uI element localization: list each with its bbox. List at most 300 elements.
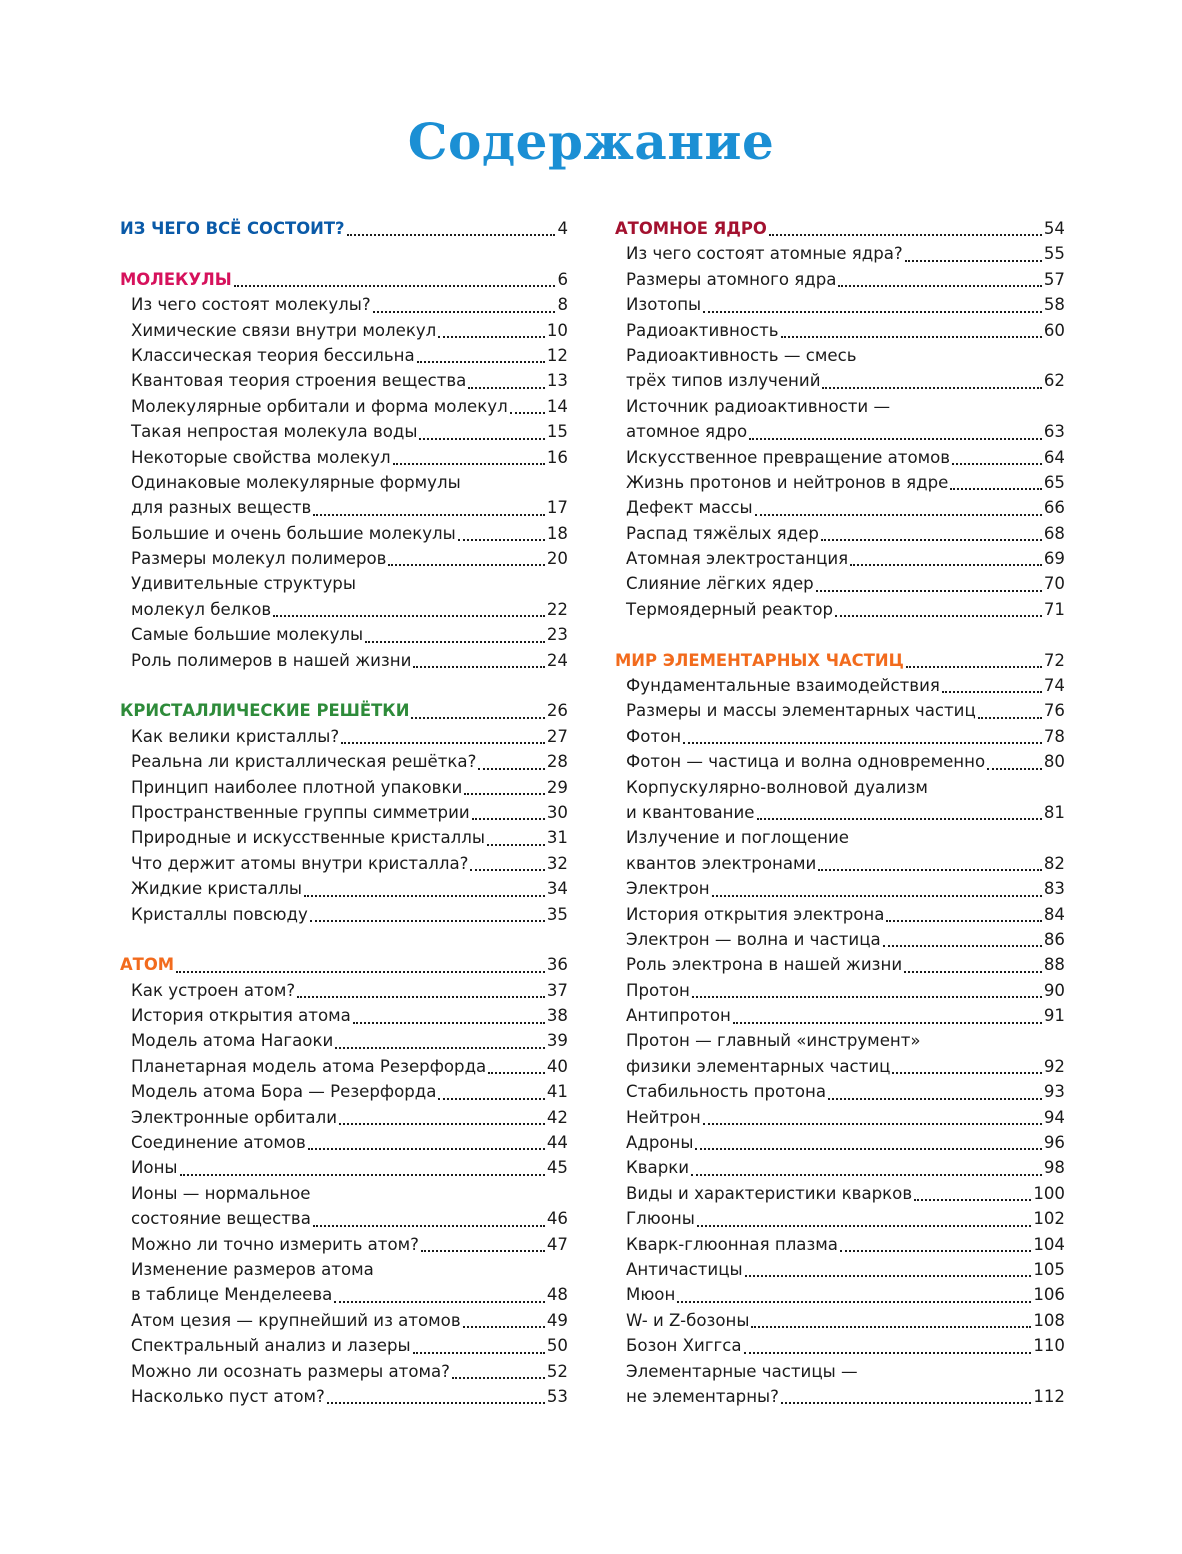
toc-page-number: 18 — [546, 523, 568, 543]
toc-dot-leader — [438, 1098, 544, 1100]
toc-entry[interactable] — [615, 825, 1065, 850]
toc-dot-leader — [850, 564, 1042, 566]
toc-page-number: 27 — [546, 726, 568, 746]
toc-entry-title: Удивительные структуры — [131, 574, 356, 594]
toc-entry[interactable] — [615, 800, 1065, 825]
toc-dot-leader — [297, 996, 545, 998]
toc-dot-leader — [421, 1250, 545, 1252]
toc-entry[interactable] — [120, 1282, 568, 1307]
toc-entry-title: Изменение размеров атома — [131, 1260, 374, 1279]
toc-entry-title: Молекулярные орбитали и форма молекул — [131, 396, 508, 416]
toc-dot-leader — [464, 793, 545, 795]
toc-entry-title: Размеры молекул полимеров — [131, 549, 387, 569]
toc-page-number: 16 — [546, 447, 568, 467]
toc-dot-leader — [683, 742, 1042, 744]
toc-entry[interactable] — [615, 1029, 1065, 1054]
toc-page-number: 50 — [546, 1336, 568, 1356]
toc-entry[interactable] — [120, 597, 568, 622]
toc-page-number: 91 — [1043, 1006, 1065, 1026]
toc-gap — [120, 673, 568, 698]
toc-dot-leader — [755, 514, 1042, 516]
toc-dot-leader — [417, 361, 545, 363]
toc-entry[interactable] — [615, 1206, 1065, 1231]
toc-dot-leader — [692, 996, 1042, 998]
toc-entry-title: АТОМНОЕ ЯДРО — [615, 218, 767, 238]
toc-entry-title: Распад тяжёлых ядер — [626, 523, 819, 543]
toc-entry[interactable] — [615, 368, 1065, 393]
toc-page-number: 81 — [1043, 802, 1065, 822]
toc-dot-leader — [744, 1352, 1032, 1354]
toc-page-number: 80 — [1043, 752, 1065, 772]
toc-dot-leader — [353, 1022, 545, 1024]
toc-dot-leader — [942, 691, 1042, 693]
toc-entry[interactable] — [120, 876, 568, 901]
toc-entry-title: Кристаллы повсюду — [131, 904, 308, 924]
toc-entry-title: Такая непростая молекула воды — [131, 422, 418, 442]
toc-entry-title: Размеры атомного ядра — [626, 269, 837, 289]
toc-page-number: 94 — [1043, 1107, 1065, 1127]
toc-entry-title: Пространственные группы симметрии — [131, 802, 470, 822]
toc-entry[interactable] — [120, 622, 568, 647]
toc-entry-title: Одинаковые молекулярные формулы — [131, 472, 461, 492]
toc-entry-title: Радиоактивность — смесь — [626, 345, 857, 365]
toc-entry-title: Фотон — частица и волна одновременно — [626, 752, 986, 772]
toc-section-heading[interactable] — [120, 216, 568, 241]
toc-entry-title: Электрон — волна и частица — [626, 929, 881, 949]
toc-entry[interactable] — [120, 775, 568, 800]
toc-entry[interactable] — [615, 927, 1065, 952]
toc-entry[interactable] — [120, 445, 568, 470]
toc-entry-title: Квантовая теория строения вещества — [131, 371, 467, 391]
toc-dot-leader — [452, 1377, 545, 1379]
toc-page-number: 82 — [1043, 853, 1065, 873]
toc-entry[interactable] — [120, 495, 568, 520]
toc-entry[interactable] — [120, 749, 568, 774]
toc-entry[interactable] — [120, 1181, 568, 1206]
toc-entry-title: Классическая теория бессильна — [131, 345, 415, 365]
toc-entry[interactable] — [615, 724, 1065, 749]
toc-dot-leader — [472, 818, 545, 820]
toc-page-number: 57 — [1043, 269, 1065, 289]
toc-dot-leader — [419, 438, 544, 440]
toc-section-heading[interactable] — [615, 216, 1065, 241]
toc-entry-title: История открытия электрона — [626, 904, 885, 924]
toc-entry-title: Ионы — нормальное — [131, 1183, 311, 1203]
toc-entry[interactable] — [120, 978, 568, 1003]
toc-page-number: 71 — [1043, 599, 1065, 619]
toc-page-number: 31 — [546, 828, 568, 848]
toc-dot-leader — [347, 234, 556, 236]
toc-entry-title: Ионы — [131, 1158, 178, 1178]
toc-page-number: 28 — [546, 752, 568, 772]
toc-entry[interactable] — [615, 1155, 1065, 1180]
toc-page-number: 17 — [546, 498, 568, 518]
toc-entry-title: История открытия атома — [131, 1006, 351, 1026]
toc-entry-title: Природные и искусственные кристаллы — [131, 828, 485, 848]
toc-entry-title: Кварк-глюонная плазма — [626, 1234, 838, 1254]
toc-entry-title: Электронные орбитали — [131, 1107, 337, 1127]
toc-entry[interactable] — [120, 724, 568, 749]
toc-entry[interactable] — [120, 343, 568, 368]
toc-entry[interactable] — [120, 368, 568, 393]
toc-page-number: 49 — [546, 1310, 568, 1330]
toc-entry[interactable] — [120, 1384, 568, 1409]
toc-page-number: 64 — [1043, 447, 1065, 467]
toc-dot-leader — [304, 895, 545, 897]
toc-entry[interactable] — [615, 445, 1065, 470]
toc-dot-leader — [978, 717, 1042, 719]
toc-page-number: 46 — [546, 1209, 568, 1229]
toc-entry-title: Как устроен атом? — [131, 980, 296, 1000]
toc-section-heading[interactable] — [120, 952, 568, 977]
toc-entry[interactable] — [615, 1003, 1065, 1028]
toc-entry[interactable] — [615, 521, 1065, 546]
toc-entry[interactable] — [120, 546, 568, 571]
toc-page-number: 112 — [1033, 1386, 1065, 1406]
toc-entry[interactable] — [615, 292, 1065, 317]
toc-dot-leader — [904, 971, 1042, 973]
toc-dot-leader — [906, 666, 1042, 668]
toc-entry-title: ИЗ ЧЕГО ВСЁ СОСТОИТ? — [120, 218, 345, 238]
toc-dot-leader — [892, 1072, 1041, 1074]
toc-entry-title: МОЛЕКУЛЫ — [120, 269, 232, 289]
toc-entry-title: Модель атома Бора — Резерфорда — [131, 1082, 437, 1102]
toc-entry[interactable] — [120, 1079, 568, 1104]
toc-entry-title: Электрон — [626, 879, 710, 899]
toc-section-heading[interactable] — [615, 648, 1065, 673]
toc-entry-title: Роль электрона в нашей жизни — [626, 955, 903, 975]
toc-page-number: 86 — [1043, 929, 1065, 949]
toc-entry[interactable] — [615, 1359, 1065, 1384]
toc-entry[interactable] — [120, 1333, 568, 1358]
toc-page-number: 105 — [1033, 1260, 1065, 1279]
toc-page-number: 100 — [1033, 1183, 1065, 1203]
toc-page-number: 8 — [557, 295, 568, 315]
toc-entry-title: состояние вещества — [131, 1209, 311, 1229]
toc-entry[interactable] — [120, 902, 568, 927]
toc-dot-leader — [273, 615, 545, 617]
toc-entry[interactable] — [120, 1308, 568, 1333]
toc-page-number: 42 — [546, 1107, 568, 1127]
toc-page-number: 110 — [1033, 1336, 1065, 1356]
toc-entry-title: Планетарная модель атома Резерфорда — [131, 1056, 487, 1076]
toc-page-number: 96 — [1043, 1133, 1065, 1153]
toc-entry-title: Соединение атомов — [131, 1133, 306, 1153]
toc-entry[interactable] — [120, 1003, 568, 1028]
toc-entry[interactable] — [120, 1359, 568, 1384]
toc-entry[interactable] — [615, 419, 1065, 444]
toc-entry-title: Мюон — [626, 1285, 676, 1305]
toc-entry[interactable] — [615, 749, 1065, 774]
toc-section-heading[interactable] — [120, 267, 568, 292]
toc-page-number: 84 — [1043, 904, 1065, 924]
toc-dot-leader — [712, 895, 1042, 897]
toc-entry-title: не элементарны? — [626, 1386, 779, 1406]
toc-dot-leader — [468, 387, 545, 389]
toc-entry[interactable] — [615, 1257, 1065, 1282]
toc-entry[interactable] — [120, 648, 568, 673]
toc-entry[interactable] — [615, 241, 1065, 266]
toc-dot-leader — [822, 387, 1041, 389]
toc-entry[interactable] — [615, 267, 1065, 292]
toc-entry[interactable] — [120, 1232, 568, 1257]
toc-page-number: 44 — [546, 1133, 568, 1153]
toc-entry[interactable] — [120, 1054, 568, 1079]
toc-dot-leader — [914, 1199, 1031, 1201]
toc-page-number: 60 — [1043, 320, 1065, 340]
toc-entry[interactable] — [615, 876, 1065, 901]
toc-page-number: 35 — [546, 904, 568, 924]
toc-entry-title: Модель атома Нагаоки — [131, 1031, 334, 1051]
toc-dot-leader — [313, 1225, 545, 1227]
toc-page-number: 58 — [1043, 295, 1065, 315]
toc-section-heading[interactable] — [120, 698, 568, 723]
toc-entry[interactable] — [615, 775, 1065, 800]
toc-entry-title: молекул белков — [131, 599, 272, 619]
toc-page-number: 83 — [1043, 879, 1065, 899]
toc-column-right — [615, 216, 1065, 1409]
toc-page-number: 76 — [1043, 701, 1065, 721]
toc-page-number: 62 — [1043, 371, 1065, 391]
toc-dot-leader — [438, 336, 545, 338]
toc-entry-title: Принцип наиболее плотной упаковки — [131, 777, 463, 797]
toc-page-number: 10 — [546, 320, 568, 340]
toc-dot-leader — [341, 742, 545, 744]
toc-page-number: 26 — [546, 701, 568, 721]
toc-entry[interactable] — [120, 292, 568, 317]
toc-page-number: 23 — [546, 625, 568, 645]
toc-dot-leader — [487, 844, 545, 846]
toc-page-number: 22 — [546, 599, 568, 619]
toc-dot-leader — [308, 1148, 545, 1150]
toc-entry[interactable] — [615, 1232, 1065, 1257]
toc-dot-leader — [838, 285, 1041, 287]
toc-entry[interactable] — [615, 470, 1065, 495]
toc-entry-title: Источник радиоактивности — — [626, 396, 891, 416]
toc-entry[interactable] — [615, 343, 1065, 368]
toc-dot-leader — [234, 285, 556, 287]
toc-gap — [615, 622, 1065, 647]
toc-dot-leader — [458, 539, 545, 541]
toc-page-number: 37 — [546, 980, 568, 1000]
toc-page-number: 20 — [546, 549, 568, 569]
toc-entry[interactable] — [615, 394, 1065, 419]
toc-entry-title: Как велики кристаллы? — [131, 726, 340, 746]
toc-dot-leader — [310, 920, 545, 922]
toc-entry-title: Протон — главный «инструмент» — [626, 1031, 921, 1051]
toc-page-number: 55 — [1043, 244, 1065, 264]
toc-entry-title: атомное ядро — [626, 422, 748, 442]
toc-entry[interactable] — [615, 1079, 1065, 1104]
toc-entry[interactable] — [120, 800, 568, 825]
toc-entry[interactable] — [615, 1130, 1065, 1155]
toc-entry[interactable] — [120, 1206, 568, 1231]
toc-page-number: 65 — [1043, 472, 1065, 492]
toc-dot-leader — [180, 1174, 545, 1176]
toc-entry[interactable] — [615, 978, 1065, 1003]
toc-entry-title: Что держит атомы внутри кристалла? — [131, 853, 469, 873]
toc-entry[interactable] — [615, 1333, 1065, 1358]
toc-dot-leader — [816, 590, 1042, 592]
toc-entry-title: АТОМ — [120, 955, 175, 975]
toc-entry[interactable] — [120, 1155, 568, 1180]
toc-entry[interactable] — [120, 851, 568, 876]
toc-dot-leader — [488, 1072, 545, 1074]
toc-entry-title: Кварки — [626, 1158, 690, 1178]
toc-page-number: 72 — [1043, 650, 1065, 670]
toc-dot-leader — [757, 818, 1042, 820]
toc-dot-leader — [470, 869, 544, 871]
toc-page-number: 39 — [546, 1031, 568, 1051]
toc-entry-title: Химические связи внутри молекул — [131, 320, 437, 340]
toc-dot-leader — [769, 234, 1042, 236]
toc-entry-title: Нейтрон — [626, 1107, 701, 1127]
toc-dot-leader — [818, 869, 1042, 871]
toc-page-number: 98 — [1043, 1158, 1065, 1178]
toc-entry-title: МИР ЭЛЕМЕНТАРНЫХ ЧАСТИЦ — [615, 650, 904, 670]
toc-entry[interactable] — [120, 470, 568, 495]
toc-gap — [120, 927, 568, 952]
toc-entry[interactable] — [120, 1105, 568, 1130]
toc-entry-title: Бозон Хиггса — [626, 1336, 742, 1356]
toc-entry-title: Жизнь протонов и нейтронов в ядре — [626, 472, 949, 492]
toc-entry[interactable] — [615, 495, 1065, 520]
toc-entry[interactable] — [120, 419, 568, 444]
toc-entry-title: Адроны — [626, 1133, 694, 1153]
toc-dot-leader — [677, 1301, 1031, 1303]
toc-entry-title: Искусственное превращение атомов — [626, 447, 951, 467]
toc-page-number: 48 — [546, 1285, 568, 1305]
toc-entry[interactable] — [120, 521, 568, 546]
toc-entry[interactable] — [615, 318, 1065, 343]
toc-entry-title: Античастицы — [626, 1260, 743, 1279]
toc-dot-leader — [365, 641, 545, 643]
toc-entry[interactable] — [615, 902, 1065, 927]
toc-entry[interactable] — [120, 318, 568, 343]
toc-dot-leader — [749, 438, 1042, 440]
toc-dot-leader — [886, 920, 1041, 922]
toc-dot-leader — [510, 412, 545, 414]
toc-page-number: 45 — [546, 1158, 568, 1178]
toc-entry-title: КРИСТАЛЛИЧЕСКИЕ РЕШЁТКИ — [120, 701, 410, 721]
toc-dot-leader — [987, 768, 1042, 770]
toc-entry-title: Реальна ли кристаллическая решётка? — [131, 752, 477, 772]
toc-entry-title: Фотон — [626, 726, 682, 746]
toc-dot-leader — [745, 1275, 1032, 1277]
toc-entry-title: Изотопы — [626, 295, 702, 315]
toc-entry[interactable] — [615, 1384, 1065, 1409]
toc-dot-leader — [703, 311, 1042, 313]
toc-entry-title: Самые большие молекулы — [131, 625, 364, 645]
toc-entry[interactable] — [120, 571, 568, 596]
toc-page-number: 4 — [557, 218, 568, 238]
toc-entry[interactable] — [615, 1282, 1065, 1307]
toc-page-number: 6 — [557, 269, 568, 289]
toc-entry-title: Протон — [626, 980, 690, 1000]
toc-dot-leader — [313, 514, 545, 516]
toc-page-number: 34 — [546, 879, 568, 899]
toc-gap — [120, 241, 568, 266]
toc-page-number: 88 — [1043, 955, 1065, 975]
toc-dot-leader — [413, 1352, 545, 1354]
toc-page-number: 12 — [546, 345, 568, 365]
toc-dot-leader — [828, 1098, 1042, 1100]
toc-page-number: 52 — [546, 1361, 568, 1381]
toc-dot-leader — [393, 463, 545, 465]
toc-page-number: 54 — [1043, 218, 1065, 238]
toc-entry[interactable] — [615, 546, 1065, 571]
toc-page-number: 38 — [546, 1006, 568, 1026]
toc-page-number: 53 — [546, 1386, 568, 1406]
toc-page-number: 70 — [1043, 574, 1065, 594]
toc-entry[interactable] — [615, 571, 1065, 596]
toc-entry-title: квантов электронами — [626, 853, 817, 873]
toc-entry[interactable] — [120, 1130, 568, 1155]
toc-dot-leader — [413, 666, 544, 668]
toc-page-number: 13 — [546, 371, 568, 391]
toc-entry-title: Атомная электростанция — [626, 549, 849, 569]
toc-page-number: 24 — [546, 650, 568, 670]
toc-entry[interactable] — [615, 1308, 1065, 1333]
toc-entry-title: Виды и характеристики кварков — [626, 1183, 913, 1203]
toc-dot-leader — [691, 1174, 1042, 1176]
toc-entry[interactable] — [615, 1054, 1065, 1079]
toc-entry[interactable] — [120, 1257, 568, 1282]
toc-entry-title: Жидкие кристаллы — [131, 879, 303, 899]
toc-entry[interactable] — [120, 1029, 568, 1054]
toc-page-number: 41 — [546, 1082, 568, 1102]
toc-page-number: 78 — [1043, 726, 1065, 746]
toc-dot-leader — [703, 1123, 1042, 1125]
toc-entry[interactable] — [120, 825, 568, 850]
toc-entry-title: Большие и очень большие молекулы — [131, 523, 456, 543]
toc-page-number: 74 — [1043, 676, 1065, 696]
toc-entry-title: Элементарные частицы — — [626, 1361, 858, 1381]
toc-dot-leader — [327, 1402, 545, 1404]
toc-page-number: 92 — [1043, 1056, 1065, 1076]
toc-entry[interactable] — [615, 952, 1065, 977]
toc-entry-title: W- и Z-бозоны — [626, 1310, 750, 1330]
toc-page-number: 108 — [1033, 1310, 1065, 1330]
toc-page-number: 14 — [546, 396, 568, 416]
toc-dot-leader — [478, 768, 544, 770]
toc-entry[interactable] — [120, 394, 568, 419]
toc-entry-title: в таблице Менделеева — [131, 1285, 333, 1305]
toc-entry[interactable] — [615, 1181, 1065, 1206]
toc-entry-title: Насколько пуст атом? — [131, 1386, 325, 1406]
toc-dot-leader — [339, 1123, 545, 1125]
toc-entry-title: Антипротон — [626, 1006, 731, 1026]
toc-dot-leader — [950, 488, 1042, 490]
toc-entry-title: Корпускулярно-волновой дуализм — [626, 777, 928, 797]
toc-entry-title: физики элементарных частиц — [626, 1056, 891, 1076]
toc-dot-leader — [176, 971, 545, 973]
toc-dot-leader — [835, 615, 1042, 617]
toc-entry[interactable] — [615, 1105, 1065, 1130]
toc-entry-title: Фундаментальные взаимодействия — [626, 676, 940, 696]
toc-page-number: 47 — [546, 1234, 568, 1254]
toc-entry[interactable] — [615, 597, 1065, 622]
toc-dot-leader — [751, 1326, 1031, 1328]
toc-entry-title: трёх типов излучений — [626, 371, 821, 391]
toc-entry[interactable] — [615, 851, 1065, 876]
toc-dot-leader — [388, 564, 544, 566]
toc-page-number: 104 — [1033, 1234, 1065, 1254]
toc-page-number: 40 — [546, 1056, 568, 1076]
toc-page-number: 63 — [1043, 422, 1065, 442]
toc-entry[interactable] — [615, 698, 1065, 723]
toc-entry[interactable] — [615, 673, 1065, 698]
